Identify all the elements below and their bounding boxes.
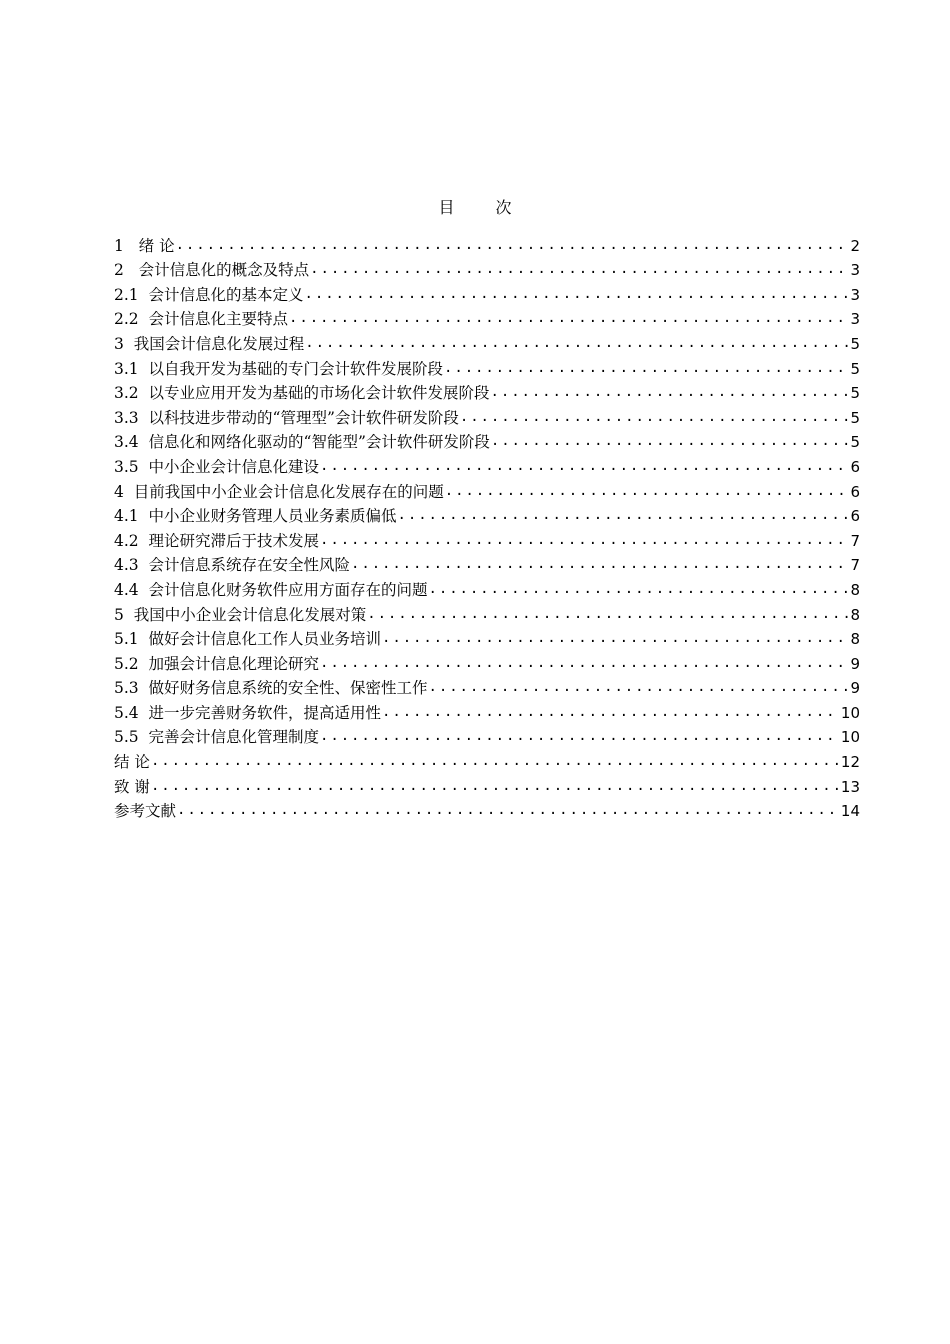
toc-dot-leader (351, 554, 848, 574)
toc-entry (114, 280, 860, 305)
toc-entry-spacer (124, 236, 139, 256)
toc-dot-leader (305, 333, 848, 353)
toc-entry (114, 428, 860, 453)
toc-entry-spacer (139, 703, 149, 723)
toc-dot-leader (429, 677, 849, 697)
toc-entry-spacer (139, 359, 149, 379)
toc-dot-leader (445, 481, 849, 501)
toc-entry (114, 477, 860, 502)
toc-entry-number: 4.1 (114, 507, 139, 526)
toc-entry-title: 进一步完善财务软件，提高适用性 (148, 703, 382, 722)
toc-entry (114, 305, 860, 330)
toc-entry-spacer (124, 260, 139, 280)
toc-entry-spacer (139, 309, 149, 329)
toc-dot-leader (398, 505, 849, 525)
toc-entry (114, 256, 860, 281)
toc-entry (114, 403, 860, 428)
toc-entry (114, 354, 860, 379)
toc-entry-spacer (139, 629, 149, 649)
toc-entry-number: 3.4 (114, 433, 139, 452)
toc-entry-title: 会计信息化的基本定义 (148, 285, 304, 304)
toc-dot-leader (491, 431, 849, 451)
toc-entry-page: 6 (850, 482, 860, 501)
toc-entry-spacer (139, 432, 149, 452)
toc-entry-page: 5 (850, 359, 860, 378)
toc-entry (114, 797, 860, 822)
toc-entry-number: 2.2 (114, 310, 139, 329)
toc-entry (114, 452, 860, 477)
toc-entry-page: 12 (840, 753, 860, 772)
toc-entry-title: 信息化和网络化驱动的“智能型”会计软件研发阶段 (148, 433, 490, 452)
toc-entry-page: 8 (850, 630, 860, 649)
toc-entry-number: 5.3 (114, 679, 139, 698)
toc-entry-title: 会计信息系统存在安全性风险 (148, 556, 351, 575)
toc-dot-leader (151, 751, 839, 771)
toc-entry-title: 绪 论 (138, 236, 175, 255)
toc-dot-leader (367, 604, 848, 624)
toc-entry-page: 3 (850, 285, 860, 304)
toc-dot-leader (444, 358, 848, 378)
toc-entry-spacer (139, 678, 149, 698)
toc-entry-spacer (139, 531, 149, 551)
toc-entry-page: 10 (840, 728, 860, 747)
toc-entry-spacer (139, 457, 149, 477)
toc-entry-page: 8 (850, 605, 860, 624)
toc-entry-number: 3 (114, 334, 124, 353)
toc-entry-spacer (139, 408, 149, 428)
toc-entry-title: 我国中小企业会计信息化发展对策 (133, 605, 367, 624)
toc-entry-title: 会计信息化财务软件应用方面存在的问题 (148, 580, 428, 599)
toc-entry-page: 9 (850, 654, 860, 673)
toc-entry-spacer (139, 506, 149, 526)
toc-entry-spacer (139, 654, 149, 674)
toc-entry-title: 以自我开发为基础的专门会计软件发展阶段 (148, 359, 444, 378)
toc-entry (114, 502, 860, 527)
toc-entry-number: 3.5 (114, 457, 139, 476)
toc-entry (114, 575, 860, 600)
toc-entry-page: 14 (840, 802, 860, 821)
toc-entry-page: 7 (850, 556, 860, 575)
toc-entry-title: 以专业应用开发为基础的市场化会计软件发展阶段 (148, 384, 490, 403)
toc-entry-title: 我国会计信息化发展过程 (133, 334, 305, 353)
toc-entry-number: 4.2 (114, 531, 139, 550)
toc-dot-leader (320, 726, 839, 746)
toc-dot-leader (382, 628, 848, 648)
toc-entry (114, 600, 860, 625)
toc-entry-number: 2 (114, 261, 124, 280)
toc-entry (114, 551, 860, 576)
toc-entry-page: 3 (850, 310, 860, 329)
toc-entry-page: 7 (850, 531, 860, 550)
toc-entry-title: 完善会计信息化管理制度 (148, 728, 320, 747)
toc-entry-spacer (139, 555, 149, 575)
toc-entry (114, 723, 860, 748)
toc-entry-title: 中小企业财务管理人员业务素质偏低 (148, 507, 397, 526)
toc-dot-leader (460, 407, 849, 427)
toc-entry-number: 5.4 (114, 703, 139, 722)
toc-entry-title: 加强会计信息化理论研究 (148, 654, 320, 673)
toc-entry (114, 526, 860, 551)
toc-entry-page: 8 (850, 580, 860, 599)
toc-dot-leader (382, 702, 839, 722)
toc-entry-number: 5.2 (114, 654, 139, 673)
toc-entry-page: 3 (850, 261, 860, 280)
toc-entry-title: 做好会计信息化工作人员业务培训 (148, 630, 382, 649)
toc-entry-spacer (124, 482, 134, 502)
toc-entry (114, 674, 860, 699)
toc-entry (114, 231, 860, 256)
toc-dot-leader (305, 284, 849, 304)
toc-entry-page: 5 (850, 384, 860, 403)
toc-entry (114, 747, 860, 772)
toc-entry-spacer (139, 285, 149, 305)
toc-dot-leader (429, 579, 849, 599)
toc-entry-number: 5.1 (114, 630, 139, 649)
toc-entry-title: 致 谢 (114, 777, 150, 796)
toc-entry-number: 3.3 (114, 408, 139, 427)
toc-dot-leader (320, 530, 848, 550)
toc-entry-number: 1 (114, 236, 124, 255)
toc-entry-spacer (124, 605, 134, 625)
toc-entry-spacer (139, 580, 149, 600)
toc-dot-leader (289, 308, 848, 328)
toc-entry-title: 以科技进步带动的“管理型”会计软件研发阶段 (148, 408, 459, 427)
toc-dot-leader (177, 800, 839, 820)
toc-entry-title: 中小企业会计信息化建设 (148, 457, 320, 476)
toc-entry-page: 6 (850, 457, 860, 476)
toc-entry-number: 2.1 (114, 285, 139, 304)
toc-entry-number: 3.1 (114, 359, 139, 378)
toc-entry-page: 13 (840, 777, 860, 796)
toc-entry-number: 4.4 (114, 580, 139, 599)
toc-dot-leader (151, 776, 839, 796)
toc-entry-page: 9 (850, 679, 860, 698)
toc-entry (114, 379, 860, 404)
toc-entry-title: 会计信息化主要特点 (148, 310, 289, 329)
toc-entry-page: 2 (850, 236, 860, 255)
toc-entry-spacer (124, 334, 134, 354)
toc-entry-spacer (139, 727, 149, 747)
toc-entry-number: 5 (114, 605, 124, 624)
toc-entry-number: 4 (114, 482, 124, 501)
toc-entry-title: 做好财务信息系统的安全性、保密性工作 (148, 679, 428, 698)
toc-entry (114, 698, 860, 723)
table-of-contents (114, 231, 860, 821)
toc-entry-title: 结 论 (114, 753, 150, 772)
toc-dot-leader (310, 259, 848, 279)
toc-entry-page: 10 (840, 703, 860, 722)
toc-dot-leader (320, 456, 848, 476)
toc-entry-page: 5 (850, 408, 860, 427)
toc-entry-page: 6 (850, 507, 860, 526)
toc-entry (114, 625, 860, 650)
toc-entry-number: 4.3 (114, 556, 139, 575)
toc-entry-title: 理论研究滞后于技术发展 (148, 531, 320, 550)
toc-entry (114, 649, 860, 674)
toc-entry-title: 会计信息化的概念及特点 (138, 261, 310, 280)
toc-dot-leader (320, 653, 848, 673)
toc-title: 目 次 (438, 198, 530, 217)
toc-entry-number: 3.2 (114, 384, 139, 403)
toc-entry-title: 参考文献 (114, 802, 177, 821)
toc-entry (114, 772, 860, 797)
toc-dot-leader (491, 382, 849, 402)
toc-dot-leader (176, 235, 849, 255)
toc-entry-spacer (139, 383, 149, 403)
toc-entry-number: 5.5 (114, 728, 139, 747)
toc-entry-page: 5 (850, 433, 860, 452)
toc-entry-title: 目前我国中小企业会计信息化发展存在的问题 (133, 482, 444, 501)
toc-entry (114, 329, 860, 354)
toc-entry-page: 5 (850, 334, 860, 353)
